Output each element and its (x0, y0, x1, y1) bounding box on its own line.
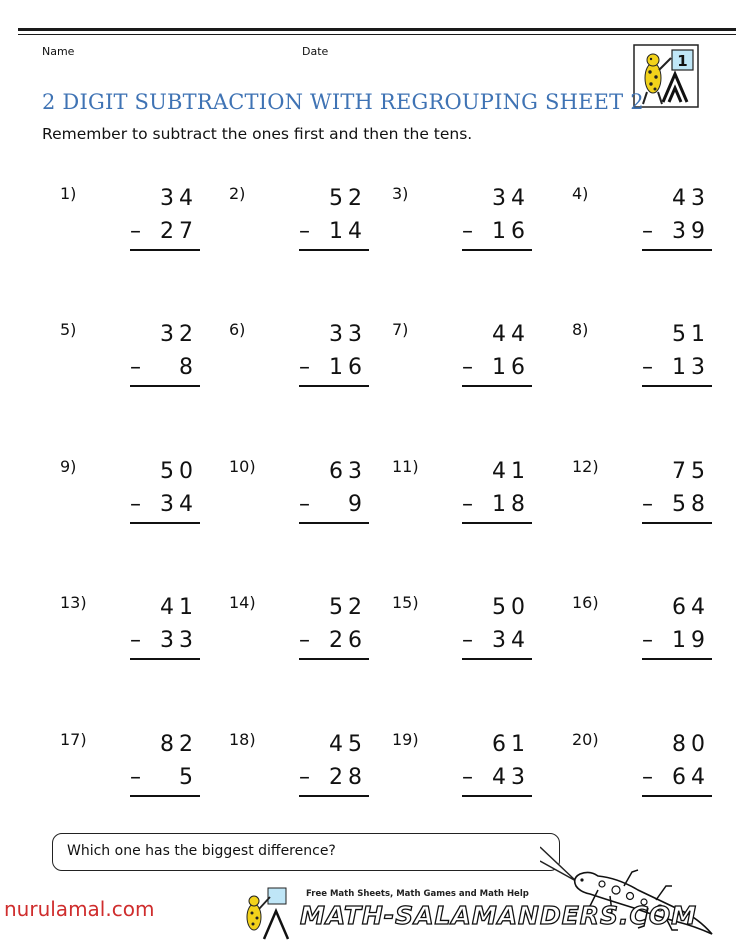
problem-number: 18) (229, 730, 256, 749)
minus-sign: – (642, 219, 653, 244)
date-label: Date (302, 45, 329, 58)
subtrahend-row (462, 492, 532, 517)
subtrahend: 13 (672, 355, 710, 380)
problem-number: 2) (229, 184, 246, 203)
minuend: 63 (329, 459, 367, 484)
subtrahend-row (462, 628, 532, 653)
subtrahend: 16 (329, 355, 367, 380)
subtrahend-row (130, 765, 200, 790)
minuend: 45 (329, 732, 367, 757)
answer-line (299, 249, 369, 251)
subtrahend-row (462, 355, 532, 380)
answer-line (130, 249, 200, 251)
problem (392, 320, 532, 400)
subtrahend-row (462, 219, 532, 244)
problem-number: 11) (392, 457, 419, 476)
answer-line (130, 522, 200, 524)
salamander-icon (568, 856, 718, 944)
answer-line (642, 795, 712, 797)
minuend: 33 (329, 322, 367, 347)
subtrahend: 14 (329, 219, 367, 244)
minus-sign: – (642, 492, 653, 517)
problem (572, 457, 712, 537)
subtrahend: 39 (672, 219, 710, 244)
minus-sign: – (462, 355, 473, 380)
minus-sign: – (130, 492, 141, 517)
subtrahend: 34 (160, 492, 198, 517)
problem-number: 9) (60, 457, 77, 476)
minuend: 80 (672, 732, 710, 757)
problem-number: 20) (572, 730, 599, 749)
problem-number: 5) (60, 320, 77, 339)
answer-line (642, 522, 712, 524)
footer-salamander-icon (238, 885, 294, 941)
question-bubble (52, 833, 560, 871)
problem-number: 19) (392, 730, 419, 749)
subtrahend-row (299, 355, 369, 380)
subtrahend: 34 (492, 628, 530, 653)
problem-number: 6) (229, 320, 246, 339)
subtrahend-row (642, 355, 712, 380)
footer-brand[interactable]: MATH-SALAMANDERS.COM (300, 901, 698, 930)
answer-line (462, 795, 532, 797)
answer-line (462, 658, 532, 660)
answer-line (299, 658, 369, 660)
problem-number: 14) (229, 593, 256, 612)
subtrahend: 33 (160, 628, 198, 653)
problem (572, 593, 712, 673)
minus-sign: – (299, 492, 310, 517)
subtrahend-row (130, 492, 200, 517)
subtrahend: 64 (672, 765, 710, 790)
minuend: 44 (492, 322, 530, 347)
problem-number: 1) (60, 184, 77, 203)
subtrahend-row (462, 765, 532, 790)
subtrahend: 9 (348, 492, 367, 517)
minuend: 64 (672, 595, 710, 620)
answer-line (642, 385, 712, 387)
subtrahend: 8 (179, 355, 198, 380)
answer-line (462, 249, 532, 251)
subtrahend-row (299, 765, 369, 790)
minuend: 51 (672, 322, 710, 347)
answer-line (299, 795, 369, 797)
answer-line (462, 522, 532, 524)
problem-number: 3) (392, 184, 409, 203)
problem (229, 184, 369, 264)
problem (572, 320, 712, 400)
minuend: 41 (160, 595, 198, 620)
minus-sign: – (130, 355, 141, 380)
subtrahend-row (299, 628, 369, 653)
subtrahend-row (299, 219, 369, 244)
minus-sign: – (299, 355, 310, 380)
subtrahend: 58 (672, 492, 710, 517)
subtrahend: 16 (492, 355, 530, 380)
minus-sign: – (299, 765, 310, 790)
problem (60, 593, 200, 673)
minuend: 32 (160, 322, 198, 347)
subtrahend-row (642, 492, 712, 517)
logo-badge-number: 1 (677, 52, 688, 70)
minuend: 43 (672, 186, 710, 211)
worksheet-title: 2 DIGIT SUBTRACTION WITH REGROUPING SHEET 2 (42, 90, 644, 114)
subtrahend-row (642, 765, 712, 790)
footer-tagline: Free Math Sheets, Math Games and Math Help (306, 889, 529, 899)
minus-sign: – (462, 628, 473, 653)
minuend: 41 (492, 459, 530, 484)
minuend: 34 (492, 186, 530, 211)
problem-number: 7) (392, 320, 409, 339)
subtrahend: 43 (492, 765, 530, 790)
minuend: 75 (672, 459, 710, 484)
subtrahend: 19 (672, 628, 710, 653)
minuend: 61 (492, 732, 530, 757)
watermark-text: nurulamal.com (4, 897, 155, 921)
answer-line (642, 658, 712, 660)
problem-number: 4) (572, 184, 589, 203)
problem-number: 13) (60, 593, 87, 612)
bonus-question: Which one has the biggest difference? (67, 843, 336, 859)
minuend: 52 (329, 595, 367, 620)
problem (60, 320, 200, 400)
subtrahend-row (130, 628, 200, 653)
subtrahend-row (130, 219, 200, 244)
minuend: 82 (160, 732, 198, 757)
instructions: Remember to subtract the ones first and then the tens. (42, 125, 473, 143)
subtrahend-row (130, 355, 200, 380)
answer-line (299, 522, 369, 524)
problem (572, 730, 712, 810)
problem-number: 17) (60, 730, 87, 749)
subtrahend: 27 (160, 219, 198, 244)
subtrahend-row (642, 219, 712, 244)
problem (229, 457, 369, 537)
problem-number: 15) (392, 593, 419, 612)
answer-line (299, 385, 369, 387)
minus-sign: – (130, 219, 141, 244)
problem (392, 184, 532, 264)
problem (392, 457, 532, 537)
minus-sign: – (299, 219, 310, 244)
answer-line (130, 658, 200, 660)
minuend: 34 (160, 186, 198, 211)
problem-number: 10) (229, 457, 256, 476)
name-label: Name (42, 45, 75, 58)
subtrahend: 18 (492, 492, 530, 517)
problem (229, 320, 369, 400)
minus-sign: – (462, 765, 473, 790)
subtrahend: 16 (492, 219, 530, 244)
minuend: 50 (492, 595, 530, 620)
problem (572, 184, 712, 264)
subtrahend-row (299, 492, 369, 517)
minus-sign: – (130, 628, 141, 653)
minus-sign: – (462, 219, 473, 244)
top-rule-thin (18, 34, 736, 35)
answer-line (642, 249, 712, 251)
answer-line (462, 385, 532, 387)
problem-number: 8) (572, 320, 589, 339)
top-rule (18, 28, 736, 31)
problem-number: 16) (572, 593, 599, 612)
problem (392, 593, 532, 673)
subtrahend: 28 (329, 765, 367, 790)
minus-sign: – (642, 355, 653, 380)
problem-number: 12) (572, 457, 599, 476)
answer-line (130, 795, 200, 797)
minus-sign: – (299, 628, 310, 653)
subtrahend: 26 (329, 628, 367, 653)
problem (229, 730, 369, 810)
problem (392, 730, 532, 810)
subtrahend-row (642, 628, 712, 653)
answer-line (130, 385, 200, 387)
problem (229, 593, 369, 673)
subtrahend: 5 (179, 765, 198, 790)
minuend: 50 (160, 459, 198, 484)
minuend: 52 (329, 186, 367, 211)
minus-sign: – (642, 765, 653, 790)
problem (60, 184, 200, 264)
minus-sign: – (642, 628, 653, 653)
minus-sign: – (130, 765, 141, 790)
problem (60, 730, 200, 810)
problem (60, 457, 200, 537)
minus-sign: – (462, 492, 473, 517)
